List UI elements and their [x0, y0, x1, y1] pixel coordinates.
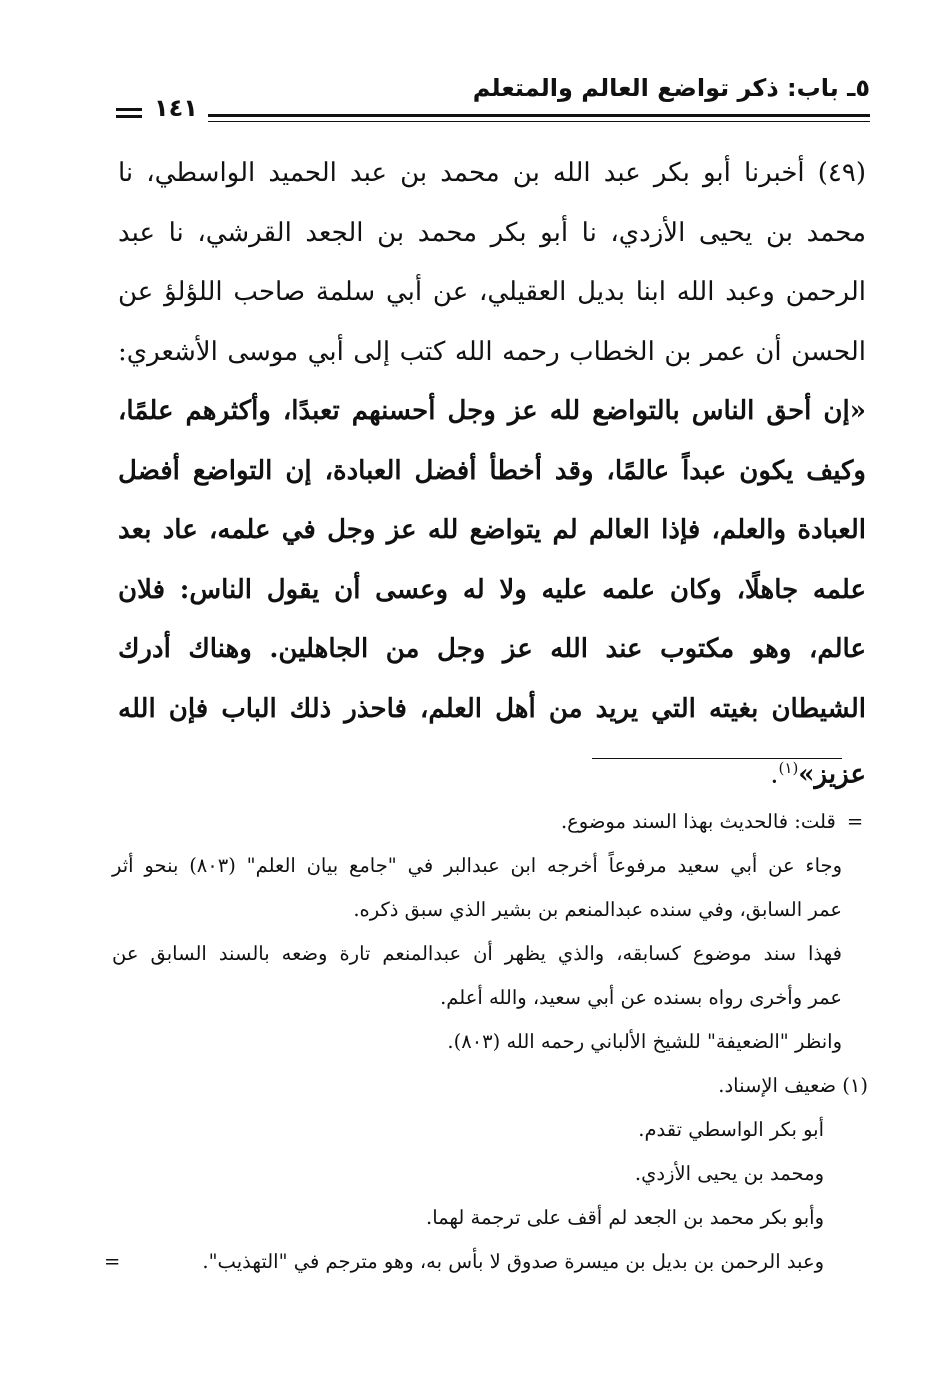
- footnote-line: عمر السابق، وفي سنده عبدالمنعم بن بشير الذي سبق ذكره.: [353, 898, 842, 921]
- page-header: [112, 72, 870, 132]
- footnote-line: أبو بكر الواسطي تقدم.: [638, 1118, 824, 1141]
- footnote-line: (١) ضعيف الإسناد.: [718, 1074, 868, 1097]
- header-rule-thick: [208, 114, 870, 117]
- chapter-title: ٥ـ باب: ذكر تواضع العالم والمتعلم: [472, 74, 870, 102]
- continuation-mark: =: [846, 810, 864, 833]
- footnote-line: وأبو بكر محمد بن الجعد لم أقف على ترجمة لهما.: [426, 1206, 824, 1229]
- header-rule-thin: [208, 121, 870, 122]
- isnad-text: (٤٩) أخبرنا أبو بكر عبد الله بن محمد بن عبد الحميد الواسطي، نا محمد بن يحيى الأزدي، نا أبو بكر محمد بن الجعد القرشي، نا عبد الرحمن وعبد الله ابنا بديل العقيلي، عن أبي سلمة صاحب اللؤلؤ عن الحسن أن عمر بن الخطاب رحمه الله كتب إلى أبي موسى الأشعري:: [118, 158, 866, 367]
- footnote-line: وانظر "الضعيفة" للشيخ الألباني رحمه الله (٨٠٣).: [447, 1030, 842, 1053]
- footnotes-section: [104, 800, 868, 1284]
- header-dash-mark: [116, 108, 142, 122]
- footnote-line: وجاء عن أبي سعيد مرفوعاً أخرجه ابن عبدالبر في "جامع بيان العلم" (٨٠٣) بنحو أثر: [112, 854, 842, 877]
- continuation-mark: =: [104, 1250, 121, 1273]
- footnote-reference: (١): [778, 759, 799, 777]
- footnote-line: ومحمد بن يحيى الأزدي.: [634, 1162, 824, 1185]
- footnote-line: فهذا سند موضوع كسابقه، والذي يظهر أن عبدالمنعم تارة وضعه بالسند السابق عن: [112, 942, 842, 965]
- footnote-line: وعبد الرحمن بن بديل بن ميسرة صدوق لا بأس به، وهو مترجم في "التهذيب". =: [112, 1240, 868, 1284]
- end-period: .: [770, 759, 779, 790]
- footnote-line: عمر وأخرى رواه بسنده عن أبي سعيد، والله أعلم.: [440, 986, 842, 1009]
- hadith-paragraph: [118, 144, 866, 805]
- footnote-separator: [592, 758, 842, 759]
- quoted-text: «إن أحق الناس بالتواضع لله عز وجل أحسنهم تعبدًا، وأكثرهم علمًا، وكيف يكون عبداً عالمًا، وقد أخطأ أفضل العبادة، إن التواضع أفضل العبادة والعلم، فإذا العالم لم يتواضع لله عز وجل في علمه، عاد بعد علمه جاهلًا، وكان علمه عليه ولا له وعسى أن يقول الناس: فلان عالم، وهو مكتوب عند الله عز وجل من الجاهلين. وهناك أدرك الشيطان بغيته التي يريد من أهل العلم، فاحذر ذلك الباب فإن الله عزيز»: [118, 396, 866, 790]
- page-number: ١٤١: [154, 94, 198, 122]
- footnote-line: = قلت: فالحديث بهذا السند موضوع.: [112, 800, 868, 844]
